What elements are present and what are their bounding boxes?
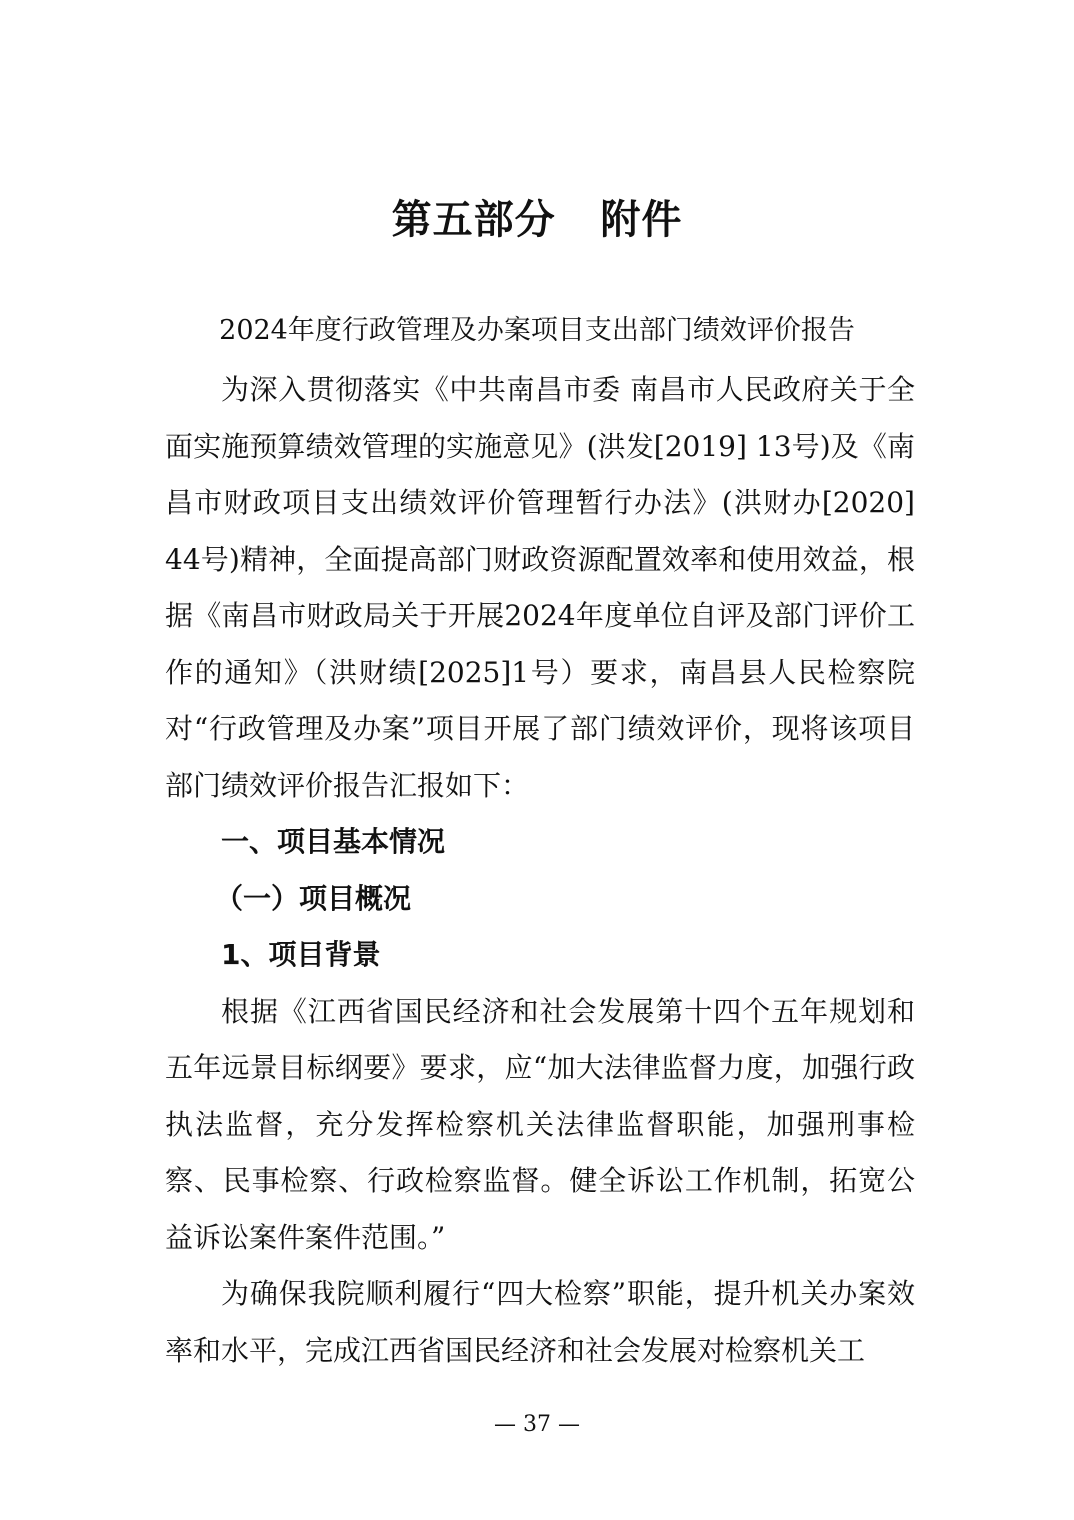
page-number: — 37 — (494, 1412, 580, 1437)
section-heading-overview: （一）项目概况 (215, 881, 412, 915)
intro-paragraph: 为深入贯彻落实《中共南昌市委 南昌市人民政府关于全面实施预算绩效管理的实施意见》(洪发[2019] 13号)及《南昌市财政项目支出绩效评价管理暂行办法》(洪财办[2020] 44号)精神，全面提高部门财政资源配置效率和使用效益，根据《南昌市财政局关于开展2024年度单位自评及部门评价工作的通知》（洪财绩[2025]1号）要求，南昌县人民检察院对“行政管理及办案”项目开展了部门绩效评价，现将该项目部门绩效评价报告汇报如下： (165, 373, 915, 802)
document-body (165, 362, 915, 1379)
section-heading-basic-info: 一、项目基本情况 (221, 825, 446, 858)
section-heading-background: 1、项目背景 (221, 938, 381, 971)
report-subtitle: 2024年度行政管理及办案项目支出部门绩效评价报告 (219, 315, 855, 346)
background-paragraph: 根据《江西省国民经济和社会发展第十四个五年规划和五年远景目标纲要》要求，应“加大法律监督力度，加强行政执法监督，充分发挥检察机关法律监督职能，加强刑事检察、民事检察、行政检察监督。健全诉讼工作机制，拓宽公益诉讼案件案件范围。” (165, 994, 915, 1254)
purpose-paragraph: 为确保我院顺利履行“四大检察”职能，提升机关办案效率和水平，完成江西省国民经济和社会发展对检察机关工 (165, 1277, 915, 1367)
page-title: 第五部分 附件 (391, 197, 683, 243)
